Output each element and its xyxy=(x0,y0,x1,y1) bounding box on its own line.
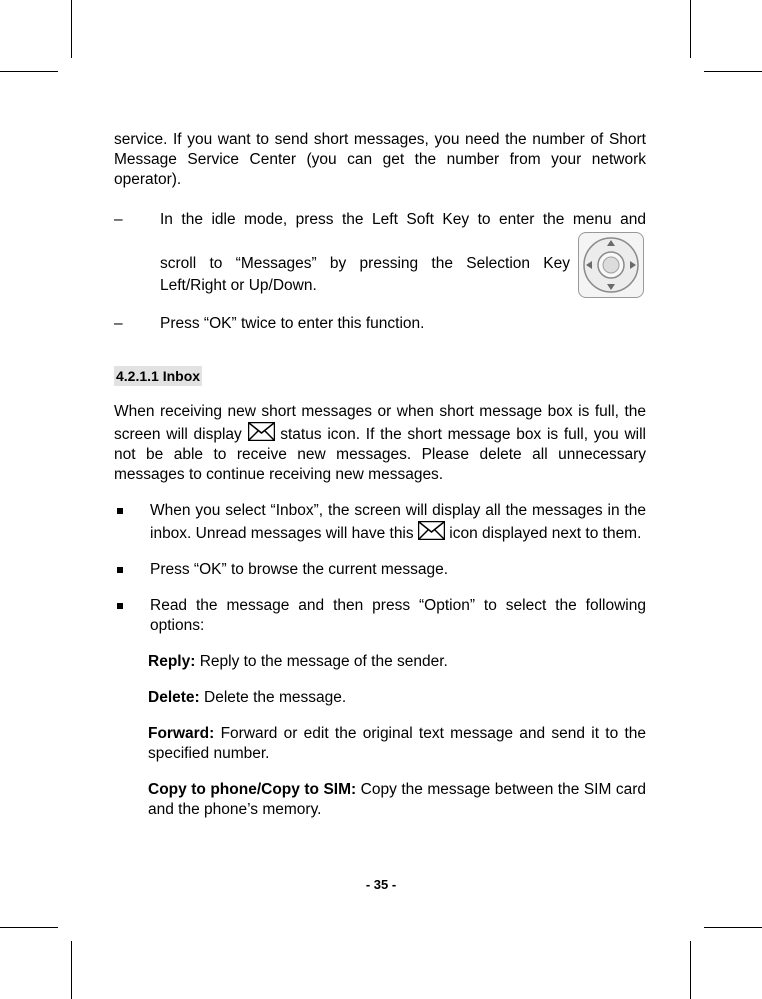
bullet-2-text: Press “OK” to browse the current message. xyxy=(150,561,449,578)
option-text: Delete the message. xyxy=(204,689,347,706)
option-delete xyxy=(114,688,646,708)
option-forward xyxy=(114,724,646,764)
option-label: Delete: xyxy=(148,689,200,706)
bullet-marker xyxy=(117,508,123,514)
bullet-item-2 xyxy=(114,560,646,580)
inbox-paragraph-end: status icon. If the short message box is full, you will not be able to receive new messages. Please delete all unnecessary messages to continue receiving new messages. xyxy=(114,426,646,483)
crop-mark-bottom-right-h xyxy=(704,927,762,928)
crop-mark-top-right-v xyxy=(690,0,691,58)
inbox-paragraph xyxy=(114,402,646,485)
crop-mark-top-left-v xyxy=(71,0,72,58)
bullet-1-text-end: icon displayed next to them. xyxy=(449,525,642,542)
page-content xyxy=(114,130,646,820)
crop-mark-bottom-left-v xyxy=(71,941,72,999)
option-copy xyxy=(114,780,646,820)
selection-key-icon xyxy=(578,232,644,298)
step-1-line-1: In the idle mode, press the Left Soft Key to enter the menu and xyxy=(160,211,646,228)
bullet-marker xyxy=(117,603,123,609)
inbox-paragraph-start: When receiving new short messages or when short message box is full, the screen will display xyxy=(114,403,646,443)
dash-marker: – xyxy=(114,315,123,332)
crop-mark-bottom-left-h xyxy=(0,927,58,928)
option-label: Reply: xyxy=(148,653,196,670)
page-number: - 35 - xyxy=(365,877,397,892)
crop-mark-top-right-h xyxy=(704,71,762,72)
bullet-1-text-start: When you select “Inbox”, the screen will display all the messages in the inbox. Unread messages will have this xyxy=(150,502,646,542)
bullet-3-text: Read the message and then press “Option” to select the following options: xyxy=(150,597,646,634)
step-2-text: Press “OK” twice to enter this function. xyxy=(160,315,425,332)
bullet-item-1 xyxy=(114,501,646,544)
dash-marker: – xyxy=(114,211,123,228)
option-reply xyxy=(114,652,646,672)
option-label: Copy to phone/Copy to SIM: xyxy=(148,781,357,798)
step-1-line-3: Left/Right or Up/Down. xyxy=(160,277,317,294)
option-text: Forward or edit the original text message and send it to the specified number. xyxy=(148,725,646,762)
bullet-item-3 xyxy=(114,596,646,636)
crop-mark-top-left-h xyxy=(0,71,58,72)
message-envelope-icon xyxy=(248,422,275,441)
bullet-marker xyxy=(117,567,123,573)
message-envelope-icon xyxy=(418,521,445,540)
option-text: Reply to the message of the sender. xyxy=(199,653,448,670)
crop-mark-bottom-right-v xyxy=(690,941,691,999)
option-text: Copy the message between the SIM card and the phone’s memory. xyxy=(148,781,646,818)
intro-paragraph: service. If you want to send short messages, you need the number of Short Message Service Center (you can get the number from your network operator). xyxy=(114,131,646,188)
step-1-line-2: scroll to “Messages” by pressing the Selection Key xyxy=(160,255,570,272)
step-2 xyxy=(114,314,646,334)
section-heading: 4.2.1.1 Inbox xyxy=(116,368,201,384)
option-label: Forward: xyxy=(148,725,215,742)
step-1 xyxy=(114,208,646,294)
